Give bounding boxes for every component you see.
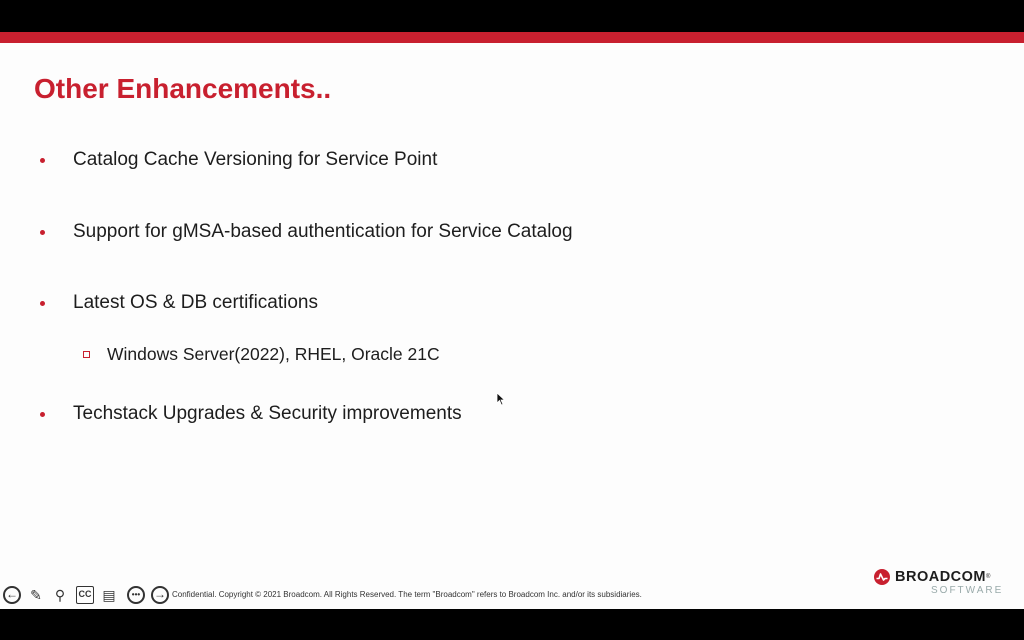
- bullet-icon: [40, 230, 45, 235]
- pen-icon: ✎: [30, 587, 42, 603]
- slides-view-button[interactable]: [100, 586, 118, 604]
- bullet-item: [40, 149, 437, 171]
- logo-subtitle: SOFTWARE: [931, 585, 1004, 596]
- previous-slide-button[interactable]: [3, 586, 21, 604]
- square-bullet-icon: [83, 351, 90, 358]
- slides-icon: ▤: [102, 587, 116, 603]
- zoom-icon: ⚲: [54, 587, 66, 603]
- copyright-text: Confidential. Copyright © 2021 Broadcom. All Rights Reserved. The term "Broadcom" refers to Broadcom Inc. and/or its subsidiaries.: [172, 590, 642, 599]
- bullet-icon: [40, 301, 45, 306]
- bullet-text: Support for gMSA-based authentication for Service Catalog: [73, 221, 573, 242]
- arrow-right-icon: →: [154, 587, 166, 601]
- bullet-icon: [40, 158, 45, 163]
- captions-button[interactable]: [76, 586, 94, 604]
- slide-title: Other Enhancements..: [34, 73, 332, 104]
- more-icon: •••: [131, 590, 141, 599]
- bullet-text: Catalog Cache Versioning for Service Point: [73, 149, 438, 170]
- sub-bullet-item: [83, 344, 440, 365]
- bullet-text: Latest OS & DB certifications: [73, 292, 318, 313]
- bullet-item: [40, 403, 462, 425]
- zoom-button[interactable]: [51, 586, 69, 604]
- top-letterbox: [0, 0, 1024, 32]
- trademark-mark: ®: [986, 574, 991, 580]
- sub-bullet-text: Windows Server(2022), RHEL, Oracle 21C: [107, 344, 440, 364]
- bullet-icon: [40, 412, 45, 417]
- pen-tool-button[interactable]: [27, 586, 45, 604]
- bullet-item: [40, 221, 573, 243]
- bullet-item: [40, 292, 318, 314]
- next-slide-button[interactable]: [151, 586, 169, 604]
- logo-wordmark: BROADCOM: [895, 569, 986, 585]
- broadcom-logo: [874, 568, 990, 586]
- slide-footer: [0, 581, 1024, 607]
- slide-accent-bar: [0, 32, 1024, 43]
- bullet-text: Techstack Upgrades & Security improvements: [73, 403, 462, 424]
- arrow-left-icon: ←: [6, 587, 18, 601]
- captions-icon: CC: [78, 589, 92, 599]
- presentation-slide: [0, 43, 1024, 609]
- broadcom-pulse-icon: [874, 569, 890, 585]
- more-options-button[interactable]: [127, 586, 145, 604]
- mouse-pointer-icon: [496, 392, 506, 406]
- bottom-letterbox: [0, 609, 1024, 640]
